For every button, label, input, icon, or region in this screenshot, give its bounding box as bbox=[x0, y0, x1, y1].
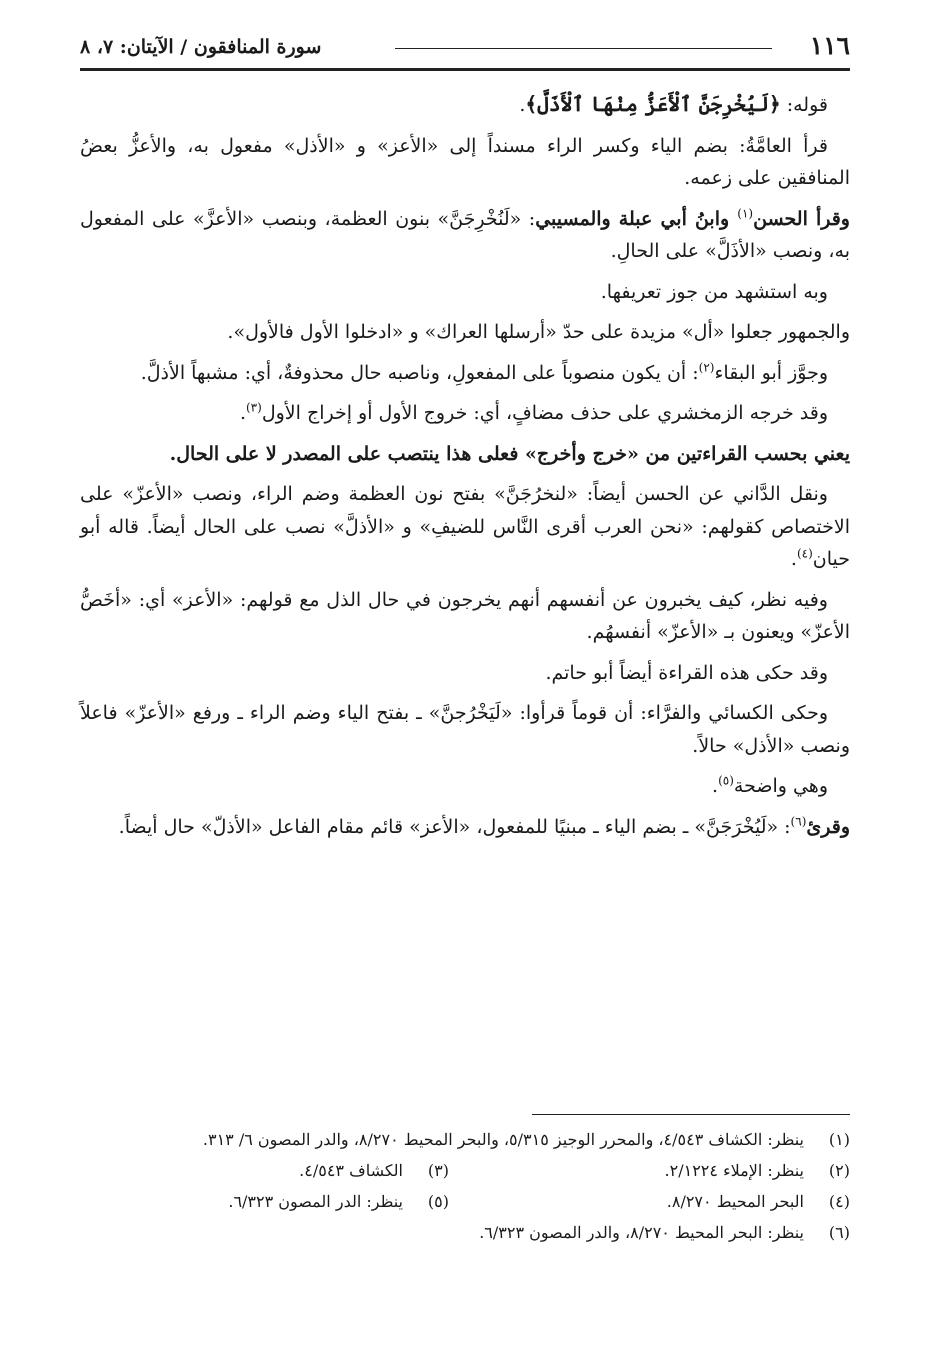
running-title: سورة المنافقون / الآيتان: ٧، ٨ bbox=[80, 36, 322, 58]
page-number: ١١٦ bbox=[809, 31, 850, 60]
paragraph: وقرأ الحسن$^{(١)}$ وابنُ أبي عبلة والمسيبي: «لَنُخْرِجَنَّ» بنون العظمة، وبنصب «الأعزَّ» على المفعول به، ونصب «الأذَلَّ» على الحالِ. bbox=[80, 206, 850, 262]
paragraph-bold: يعني بحسب القراءتين من «خرج وأخرج» فعلى هذا ينتصب على المصدر لا على الحال. bbox=[169, 442, 850, 465]
page-header bbox=[80, 30, 850, 66]
header-rule bbox=[395, 48, 772, 49]
footnote-2: (٢) ينظر: الإملاء ٢/١٢٢٤. bbox=[664, 1161, 850, 1180]
footnote-ref: (٢) bbox=[698, 360, 715, 375]
header-underline bbox=[80, 68, 850, 71]
main-text bbox=[80, 88, 850, 851]
footnote-ref: (٦) bbox=[790, 814, 807, 829]
footnote-6: (٦) ينظر: البحر المحيط ٨/٢٧٠، والدر المصون ٦/٣٢٣. bbox=[479, 1223, 850, 1242]
paragraph: وفيه نظر، كيف يخبرون عن أنفسهم أنهم يخرجون في حال الذل مع قولهم: «الأعز» أي: «أخَصُّ الأعزّ» ويعنون بـ «الأعزّ» أنفسهُم. bbox=[80, 588, 850, 643]
paragraph: وهي واضحة$^{(٥)}$. bbox=[712, 773, 828, 797]
paragraph-verse: قوله: ﴿لَيُخْرِجَنَّ ٱلْأَعَزُّ مِنْهَا ٱلْأَذَلَّ﴾. bbox=[519, 92, 828, 116]
footnote-5: (٥) ينظر: الدر المصون ٦/٣٢٣. bbox=[228, 1192, 449, 1211]
paragraph: وقد خرجه الزمخشري على حذف مضافٍ، أي: خروج الأول أو إخراج الأول$^{(٣)}$. bbox=[239, 400, 828, 424]
footnote-1: (١) ينظر: الكشاف ٤/٥٤٣، والمحرر الوجيز ٥/٣١٥، والبحر المحيط ٨/٢٧٠، والدر المصون ٦/ ٣١٣. bbox=[202, 1130, 850, 1149]
paragraph: والجمهور جعلوا «أل» مزيدة على حدّ «أرسلها العراك» و «ادخلوا الأول فالأول». bbox=[227, 321, 850, 343]
paragraph: وحكى الكسائي والفرَّاء: أن قوماً قرأوا: «لَيَخْرُجنَّ» ـ بفتح الياء وضم الراء ـ ورفع «الأعزّ» فاعلاً ونصب «الأذل» حالاً. bbox=[80, 702, 850, 757]
footnote-ref: (١) bbox=[737, 206, 754, 221]
paragraph: وقد حكى هذه القراءة أيضاً أبو حاتم. bbox=[545, 661, 828, 684]
footnote-ref: (٤) bbox=[796, 546, 813, 561]
paragraph: قرأ العامَّةُ: بضم الياء وكسر الراء مسنداً إلى «الأعز» و «الأذل» مفعول به، والأعزُّ بعضُ المنافقين على زعمه. bbox=[80, 134, 850, 189]
quran-quote: ﴿لَيُخْرِجَنَّ ٱلْأَعَزُّ مِنْهَا ٱلْأَذَلَّ﴾ bbox=[525, 92, 781, 116]
footnote-ref: (٣) bbox=[245, 400, 262, 415]
paragraph: وبه استشهد من جوز تعريفها. bbox=[600, 280, 828, 303]
paragraph: وجوَّز أبو البقاء$^{(٢)}$: أن يكون منصوباً على المفعولِ، وناصبه حال محذوفةٌ، أي: مشبهاً الأذلَّ. bbox=[140, 360, 828, 384]
footnote-3: (٣) الكشاف ٤/٥٤٣. bbox=[299, 1161, 449, 1180]
paragraph: ونقل الدَّاني عن الحسن أيضاً: «لنخرُجَنَّ» بفتح نون العظمة وضم الراء، ونصب «الأعزّ» على الاختصاص كقولهم: «نحن العرب أقرى النَّاس للضيفِ» و «الأذلَّ» نصب على الحال أيضاً. قاله أبو حيان$^{(٤)}$. bbox=[80, 483, 850, 570]
paragraph: وقرئ$^{(٦)}$: «لَيُخْرَجَنَّ» ـ بضم الياء ـ مبنيًا للمفعول، «الأعز» قائم مقام الفاعل «الأذلّ» حال أيضاً. bbox=[118, 814, 850, 838]
footnote-ref: (٥) bbox=[718, 773, 734, 788]
footnote-row bbox=[80, 1186, 850, 1217]
footnotes bbox=[80, 1124, 850, 1248]
footnote-row bbox=[80, 1155, 850, 1186]
footnote-4: (٤) البحر المحيط ٨/٢٧٠. bbox=[666, 1192, 850, 1211]
footnote-separator bbox=[532, 1114, 850, 1115]
